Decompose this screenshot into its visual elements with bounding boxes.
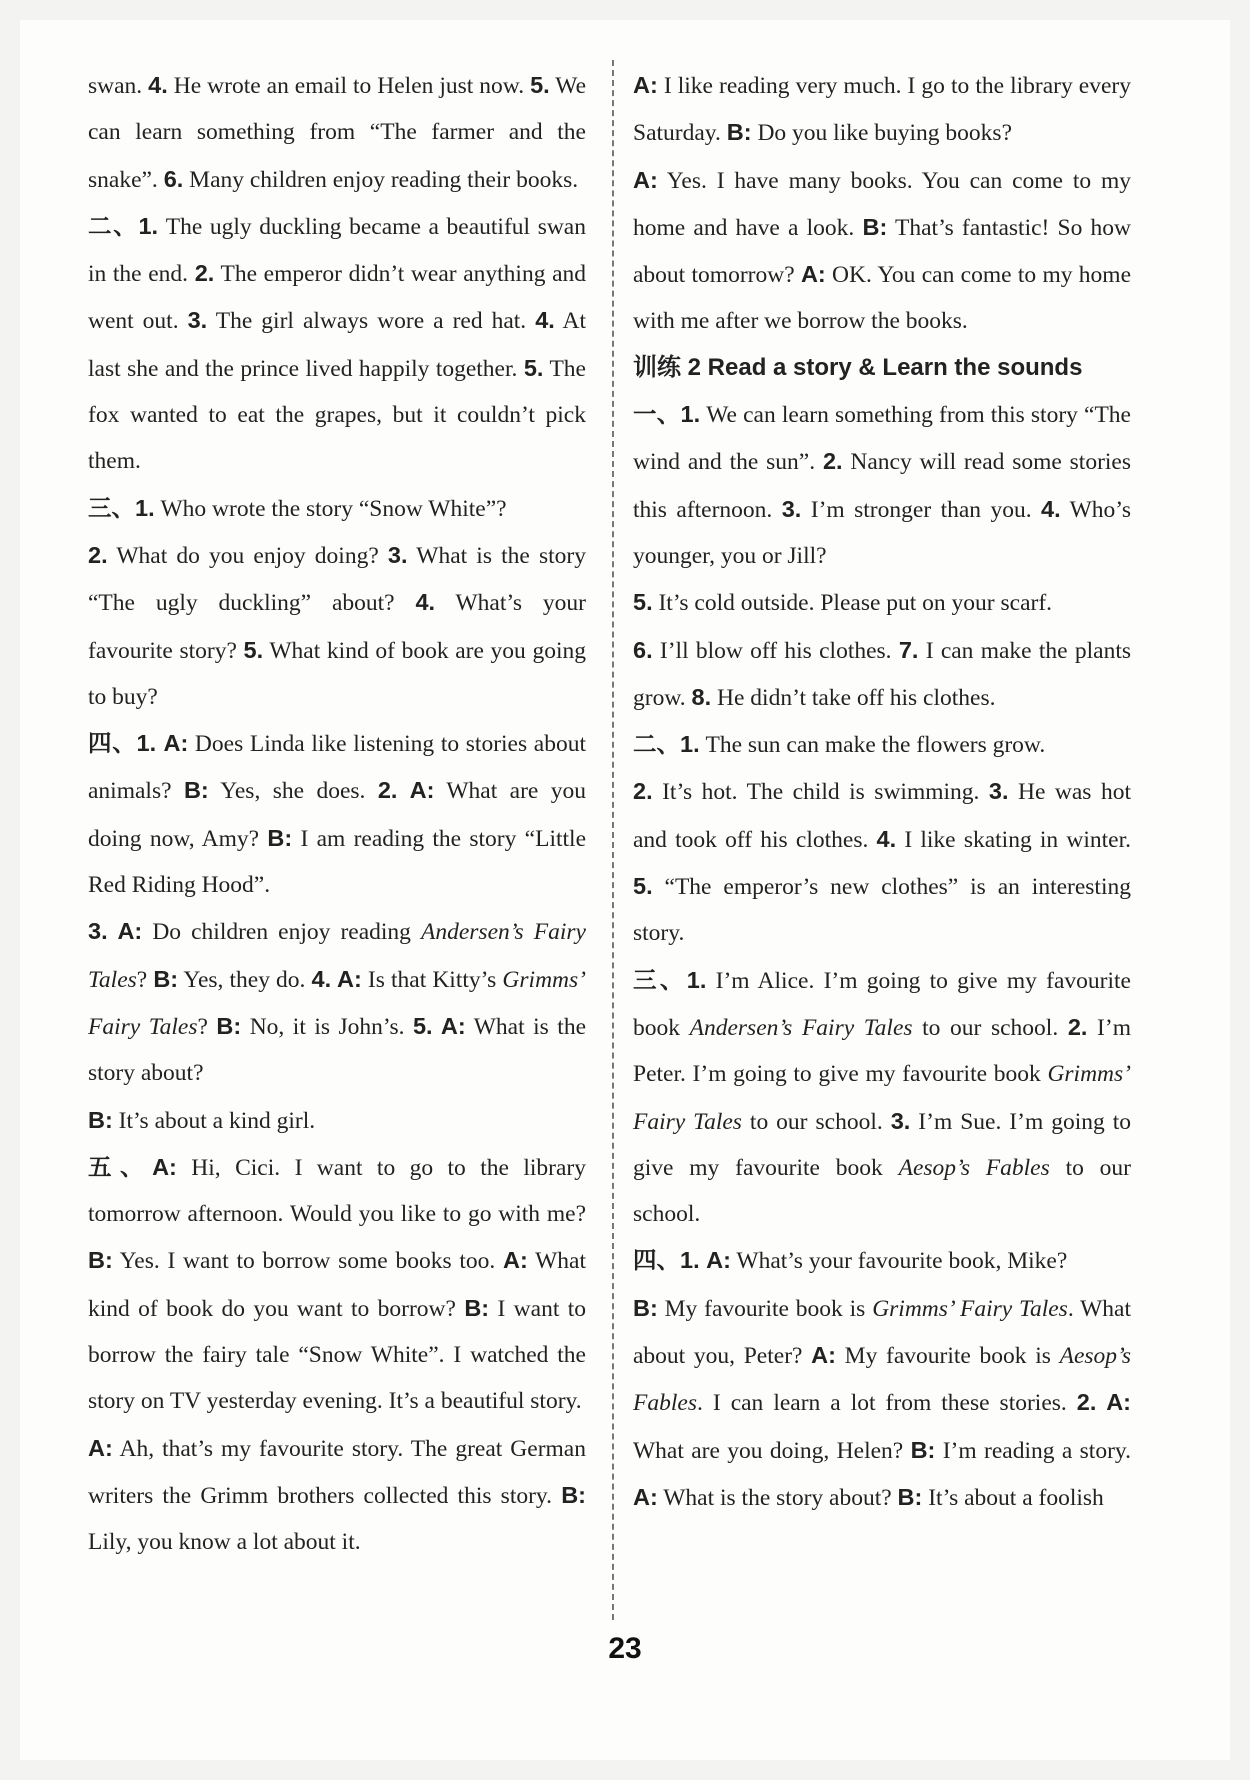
text-run: “The emperor’s new clothes” is an interesting story.	[633, 874, 1131, 947]
text-run: What is the story about?	[88, 1013, 587, 1087]
item-marker: 5.	[633, 873, 653, 900]
item-marker: 3.	[187, 307, 208, 334]
item-marker: 3.	[890, 1107, 911, 1134]
item-marker: 四、1. A:	[633, 1247, 731, 1274]
book-title: Grimms’ Fairy Tales	[88, 966, 586, 1040]
item-marker: 三、1.	[88, 494, 155, 521]
text-run: The emperor didn’t wear anything and went out.	[88, 261, 587, 335]
text-run: No, it is John’s.	[241, 1013, 413, 1040]
book-title: Aesop’s Fables	[898, 1154, 1050, 1181]
text-run: It’s about a kind girl.	[112, 1107, 316, 1134]
item-marker: 4.	[415, 589, 436, 616]
item-marker: 五、A:	[88, 1153, 177, 1180]
item-marker: A:	[503, 1247, 528, 1274]
item-marker: 4.	[1041, 495, 1061, 522]
item-marker: 2.	[88, 541, 108, 568]
book-title: Grimms’ Fairy Tales	[633, 1061, 1131, 1135]
item-marker: A:	[633, 166, 658, 193]
text-run: I want to borrow the fairy tale “Snow White”. I watched the story on TV yesterday evening. It’s a beautiful story.	[88, 1295, 586, 1415]
paragraph	[633, 721, 1131, 768]
text-run: He was hot and took off his clothes.	[633, 779, 1131, 853]
item-marker: 2.	[633, 778, 653, 805]
column-divider	[612, 60, 614, 1620]
text-run: I’ll blow off his clothes.	[652, 637, 899, 664]
text-run: Is that Kitty’s	[361, 966, 503, 993]
item-marker: 4.	[535, 307, 555, 334]
paragraph	[88, 1425, 586, 1566]
book-title: Andersen’s Fairy Tales	[88, 919, 586, 993]
section-heading: 训练 2 Read a story & Learn the sounds	[633, 353, 1083, 381]
text-run: He wrote an email to Helen just now.	[167, 73, 531, 99]
item-marker: 2. A:	[1076, 1389, 1131, 1416]
text-run: Yes. I want to borrow some books too.	[112, 1248, 503, 1275]
text-run: to our school.	[912, 1014, 1068, 1041]
paragraph	[633, 1285, 1131, 1521]
item-marker: 2.	[194, 260, 215, 287]
paragraph	[88, 485, 586, 532]
item-marker: B:	[897, 1483, 923, 1510]
text-run: My favourite book is	[657, 1295, 873, 1322]
text-run: OK. You can come to my home with me after we borrow the books.	[633, 262, 1131, 335]
text-run: It’s cold outside. Please put on your scarf.	[652, 590, 1053, 617]
text-run: ?	[136, 966, 154, 993]
text-run: What’s your favourite book, Mike?	[730, 1248, 1068, 1275]
item-marker: 3.	[781, 495, 802, 522]
text-run: Who’s younger, you or Jill?	[633, 496, 1131, 569]
item-marker: B:	[88, 1106, 113, 1133]
item-marker: 一、1.	[633, 401, 701, 428]
book-title: Grimms’ Fairy Tales	[872, 1295, 1068, 1322]
paragraph	[88, 532, 586, 720]
text-run: Many children enjoy reading their books.	[183, 166, 579, 193]
item-marker: B:	[183, 777, 209, 804]
item-marker: B:	[153, 965, 179, 992]
paragraph	[633, 1237, 1131, 1284]
text-run: I can make the plants grow.	[633, 637, 1131, 711]
paragraph	[633, 768, 1131, 956]
item-marker: A:	[88, 1434, 113, 1461]
text-run: Lily, you know a lot about it.	[88, 1529, 361, 1556]
text-run: It’s about a foolish	[922, 1484, 1104, 1511]
paragraph	[633, 62, 1131, 157]
text-run: Hi, Cici. I want to go to the library tomorrow afternoon. Would you like to go with me?	[88, 1154, 587, 1228]
text-run: I like skating in winter.	[896, 826, 1131, 853]
item-marker: B:	[88, 1247, 113, 1274]
text-run: I am reading the story “Little Red Riding Hood”.	[88, 825, 586, 899]
text-run: I’m stronger than you.	[801, 496, 1042, 523]
paragraph	[88, 203, 586, 485]
text-run: It’s hot. The child is swimming.	[652, 779, 989, 806]
text-run: Ah, that’s my favourite story. The great German writers the Grimm brothers collected this story.	[88, 1435, 586, 1509]
item-marker: B:	[267, 824, 293, 851]
text-run: The ugly duckling became a beautiful swan in the end.	[88, 213, 586, 288]
text-run: Does Linda like listening to stories about animals?	[88, 731, 586, 805]
item-marker: 3.	[387, 541, 408, 568]
item-marker: 5.	[530, 72, 550, 98]
item-marker: B:	[862, 213, 888, 240]
text-run: I like reading very much. I go to the library every Saturday.	[633, 73, 1131, 147]
item-marker: B:	[726, 119, 752, 146]
item-marker: 二、1.	[88, 212, 159, 239]
text-run: Do you like buying books?	[751, 120, 1013, 147]
item-marker: B:	[216, 1012, 242, 1039]
text-run: to our school.	[633, 1154, 1131, 1228]
paragraph	[88, 62, 586, 203]
text-run: I’m Peter. I’m going to give my favourite book	[633, 1014, 1131, 1088]
item-marker: 6.	[163, 165, 184, 192]
item-marker: A:	[811, 1342, 836, 1369]
paragraph	[633, 579, 1131, 626]
paragraph	[88, 1144, 586, 1425]
text-run: What kind of book are you going to buy?	[88, 637, 586, 710]
item-marker: B:	[561, 1481, 586, 1508]
text-run: ?	[197, 1013, 217, 1040]
item-marker: 5. A:	[412, 1012, 466, 1039]
left-column	[88, 62, 586, 1566]
text-run: swan.	[88, 73, 149, 99]
item-marker: 6.	[633, 636, 653, 663]
item-marker: 4.	[876, 825, 897, 852]
text-run: The girl always wore a red hat.	[207, 308, 536, 335]
item-marker: A:	[633, 72, 658, 98]
text-run: I’m reading a story.	[935, 1437, 1131, 1464]
right-column	[633, 62, 1131, 1521]
paragraph	[633, 391, 1131, 579]
text-run: What is the story “The ugly duckling” about?	[88, 542, 586, 617]
page-number: 23	[608, 1632, 642, 1665]
text-run: Yes, they do.	[178, 966, 312, 993]
text-run: The sun can make the flowers grow.	[699, 732, 1046, 759]
text-run: I’m Sue. I’m going to give my favourite book	[633, 1108, 1131, 1181]
item-marker: 2. A:	[377, 777, 435, 804]
text-run: We can learn something from this story “The wind and the sun”.	[633, 402, 1131, 476]
text-run: What are you doing, Helen?	[633, 1437, 911, 1464]
text-run: Nancy will read some stories this afternoon.	[633, 449, 1131, 523]
text-run: What do you enjoy doing?	[107, 542, 388, 569]
text-run: . What about you, Peter?	[633, 1295, 1132, 1370]
item-marker: B:	[464, 1294, 490, 1321]
item-marker: B:	[910, 1436, 936, 1463]
item-marker: 4.	[148, 72, 168, 98]
item-marker: B:	[633, 1294, 658, 1321]
item-marker: 5.	[523, 354, 544, 381]
item-marker: 4. A:	[311, 965, 362, 992]
item-marker: 5.	[633, 589, 653, 616]
item-marker: 二、1.	[633, 731, 700, 758]
item-marker: A:	[800, 261, 826, 288]
text-run: That’s fantastic! So how about tomorrow?	[633, 214, 1131, 289]
book-title: Andersen’s Fairy Tales	[689, 1014, 913, 1041]
paragraph	[88, 908, 586, 1096]
text-run: At last she and the prince lived happily together.	[88, 308, 586, 382]
text-run: I’m Alice. I’m going to give my favourite book	[633, 967, 1131, 1041]
text-run: My favourite book is	[835, 1343, 1060, 1370]
text-run: What are you doing now, Amy?	[88, 778, 586, 852]
text-run: to our school.	[741, 1108, 891, 1135]
text-run: Do children enjoy reading	[142, 919, 421, 946]
text-run: Yes, she does.	[208, 778, 378, 805]
paragraph	[633, 957, 1131, 1238]
item-marker: 7.	[898, 636, 919, 663]
item-marker: 三、1.	[633, 966, 707, 993]
book-title: Aesop’s Fables	[633, 1343, 1131, 1417]
item-marker: 3. A:	[88, 918, 143, 945]
item-marker: 四、1. A:	[88, 730, 189, 757]
text-run: What is the story about?	[657, 1484, 898, 1511]
paragraph	[88, 1097, 586, 1144]
paragraph	[633, 627, 1131, 722]
item-marker: 2.	[1067, 1013, 1088, 1040]
item-marker: 2.	[822, 448, 843, 475]
text-run: We can learn something from “The farmer and the snake”.	[88, 73, 587, 193]
item-marker: A:	[633, 1483, 658, 1510]
text-run: The fox wanted to eat the grapes, but it couldn’t pick them.	[88, 355, 586, 475]
paragraph	[88, 720, 586, 908]
text-run: He didn’t take off his clothes.	[711, 684, 996, 711]
text-run: Who wrote the story “Snow White”?	[154, 495, 507, 522]
paragraph	[633, 157, 1131, 345]
text-run: What’s your favourite story?	[88, 590, 586, 664]
text-run: Yes. I have many books. You can come to my home and have a look.	[633, 167, 1131, 241]
item-marker: 8.	[691, 683, 712, 710]
item-marker: 3.	[988, 778, 1009, 805]
text-run: What kind of book do you want to borrow?	[88, 1248, 587, 1322]
text-run: . I can learn a lot from these stories.	[696, 1390, 1077, 1417]
item-marker: 5.	[243, 636, 264, 663]
